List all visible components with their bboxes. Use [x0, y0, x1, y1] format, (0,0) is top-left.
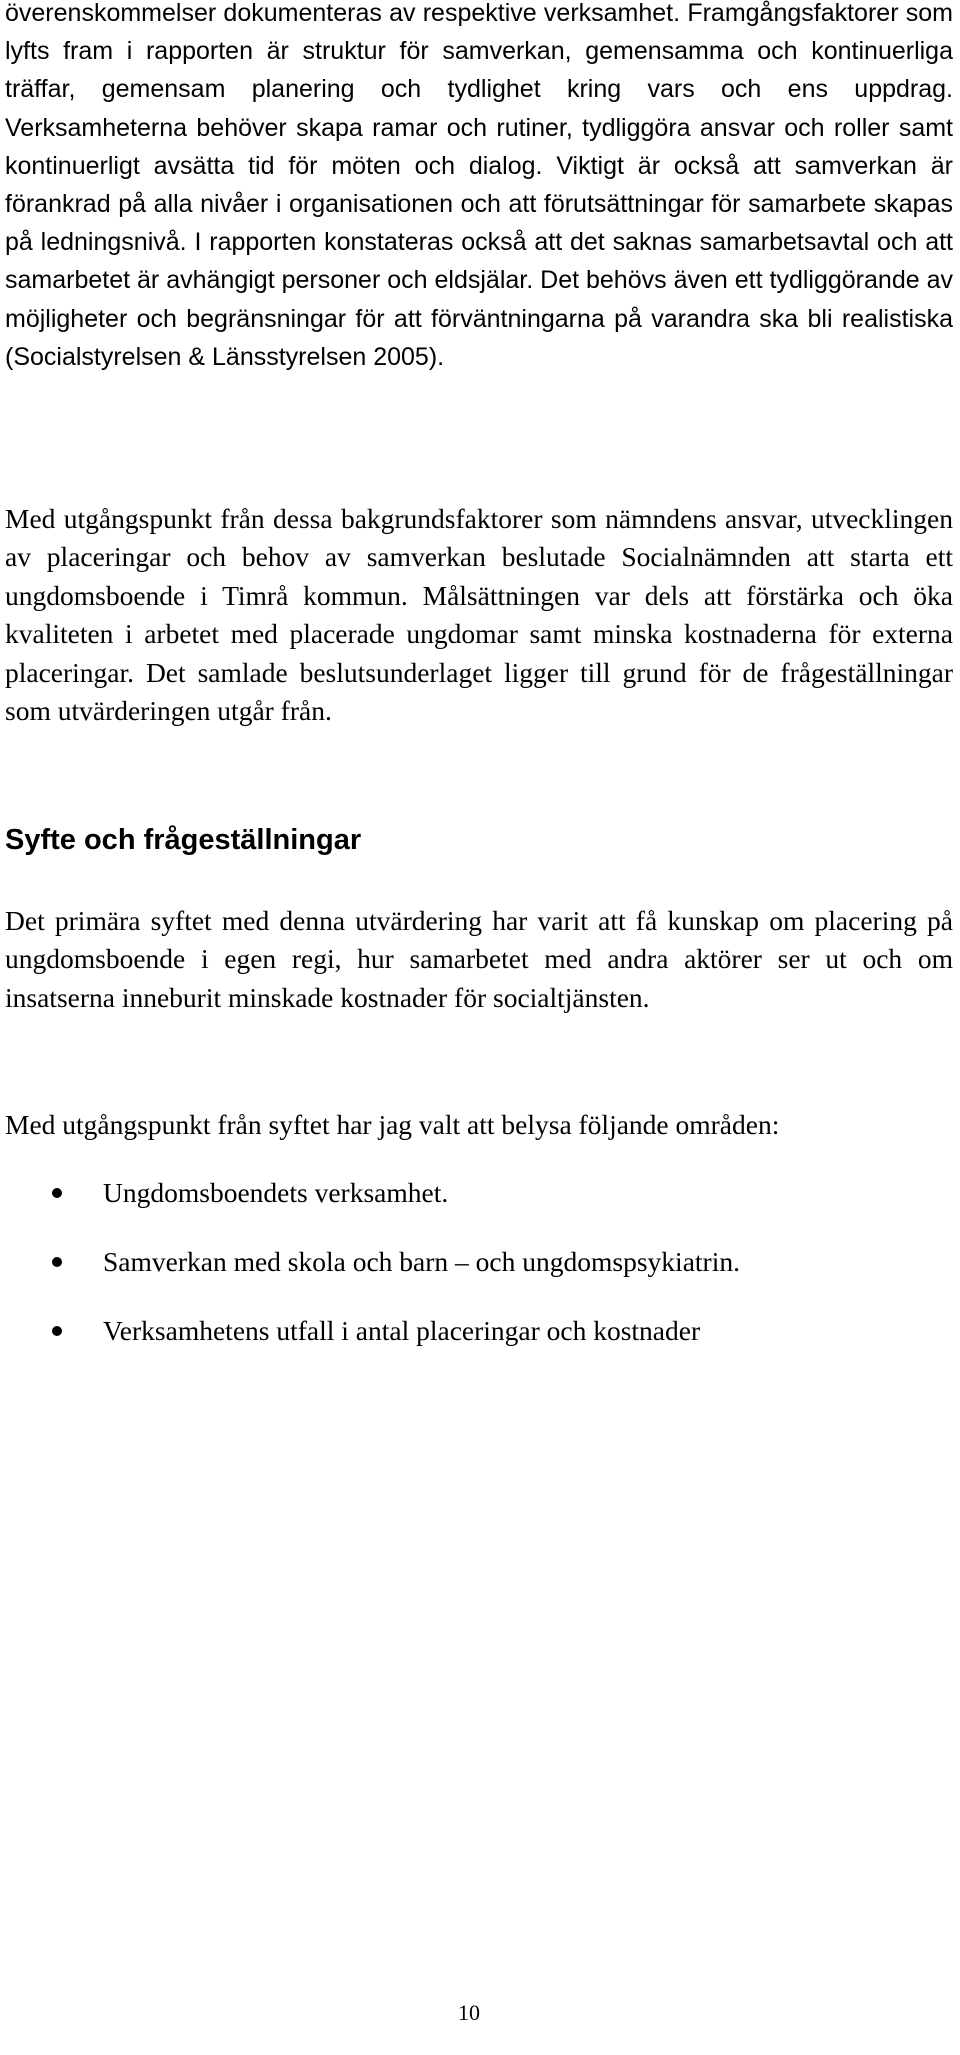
- paragraph-areas-intro: Med utgångspunkt från syftet har jag valt att belysa följande områden:: [5, 1109, 780, 1140]
- paragraph-collaboration-factors: överenskommelser dokumenteras av respektive verksamhet. Framgångsfaktorer som lyfts fram i rapporten är struktur för samverkan, gemensamma och kontinuerliga träffar, gemensam planering och tydlighet kring vars och ens uppdrag. Verksamheterna behöver skapa ramar och rutiner, tydliggöra ansvar och roller samt kontinuerligt avsätta tid för möten och dialog. Viktigt är också att samverkan är förankrad på alla nivåer i organisationen och att förutsättningar för samarbete skapas på ledningsnivå. I rapporten konstateras också att det saknas samarbetsavtal och att samarbetet är avhängigt personer och eldsjälar. Det behövs även ett tydliggörande av möjligheter och begränsningar för att förväntningarna på varandra ska bli realistiska (Socialstyrelsen & Länsstyrelsen 2005).: [5, 0, 953, 371]
- paragraph-background-decision: Med utgångspunkt från dessa bakgrundsfaktorer som nämndens ansvar, utvecklingen av placeringar och behov av samverkan beslutade Socialnämnden att starta ett ungdomsboende i Timrå kommun. Målsättningen var dels att förstärka och öka kvaliteten i arbetet med placerade ungdomar samt minska kostnaderna för externa placeringar. Det samlade beslutsunderlaget ligger till grund för de frågeställningar som utvärderingen utgår från.: [5, 503, 953, 727]
- list-item-text: Verksamhetens utfall i antal placeringar och kostnader: [103, 1315, 701, 1346]
- list-item-text: Samverkan med skola och barn – och ungdomspsykiatrin.: [103, 1246, 740, 1277]
- list-item-text: Ungdomsboendets verksamhet.: [103, 1177, 449, 1208]
- bullet-icon: [52, 1188, 62, 1198]
- list-item: [5, 1312, 740, 1381]
- bullet-icon: [52, 1326, 62, 1336]
- areas-list: [5, 1174, 740, 1381]
- list-item: [5, 1243, 740, 1312]
- list-item: [5, 1174, 740, 1243]
- paragraph-purpose: Det primära syftet med denna utvärdering har varit att få kunskap om placering på ungdomsboende i egen regi, hur samarbetet med andra aktörer ser ut och om insatserna inneburit minskade kostnader för socialtjänsten.: [5, 905, 953, 1013]
- bullet-icon: [52, 1257, 62, 1267]
- section-heading: Syfte och frågeställningar: [5, 824, 362, 856]
- page-number: 10: [458, 2000, 480, 2025]
